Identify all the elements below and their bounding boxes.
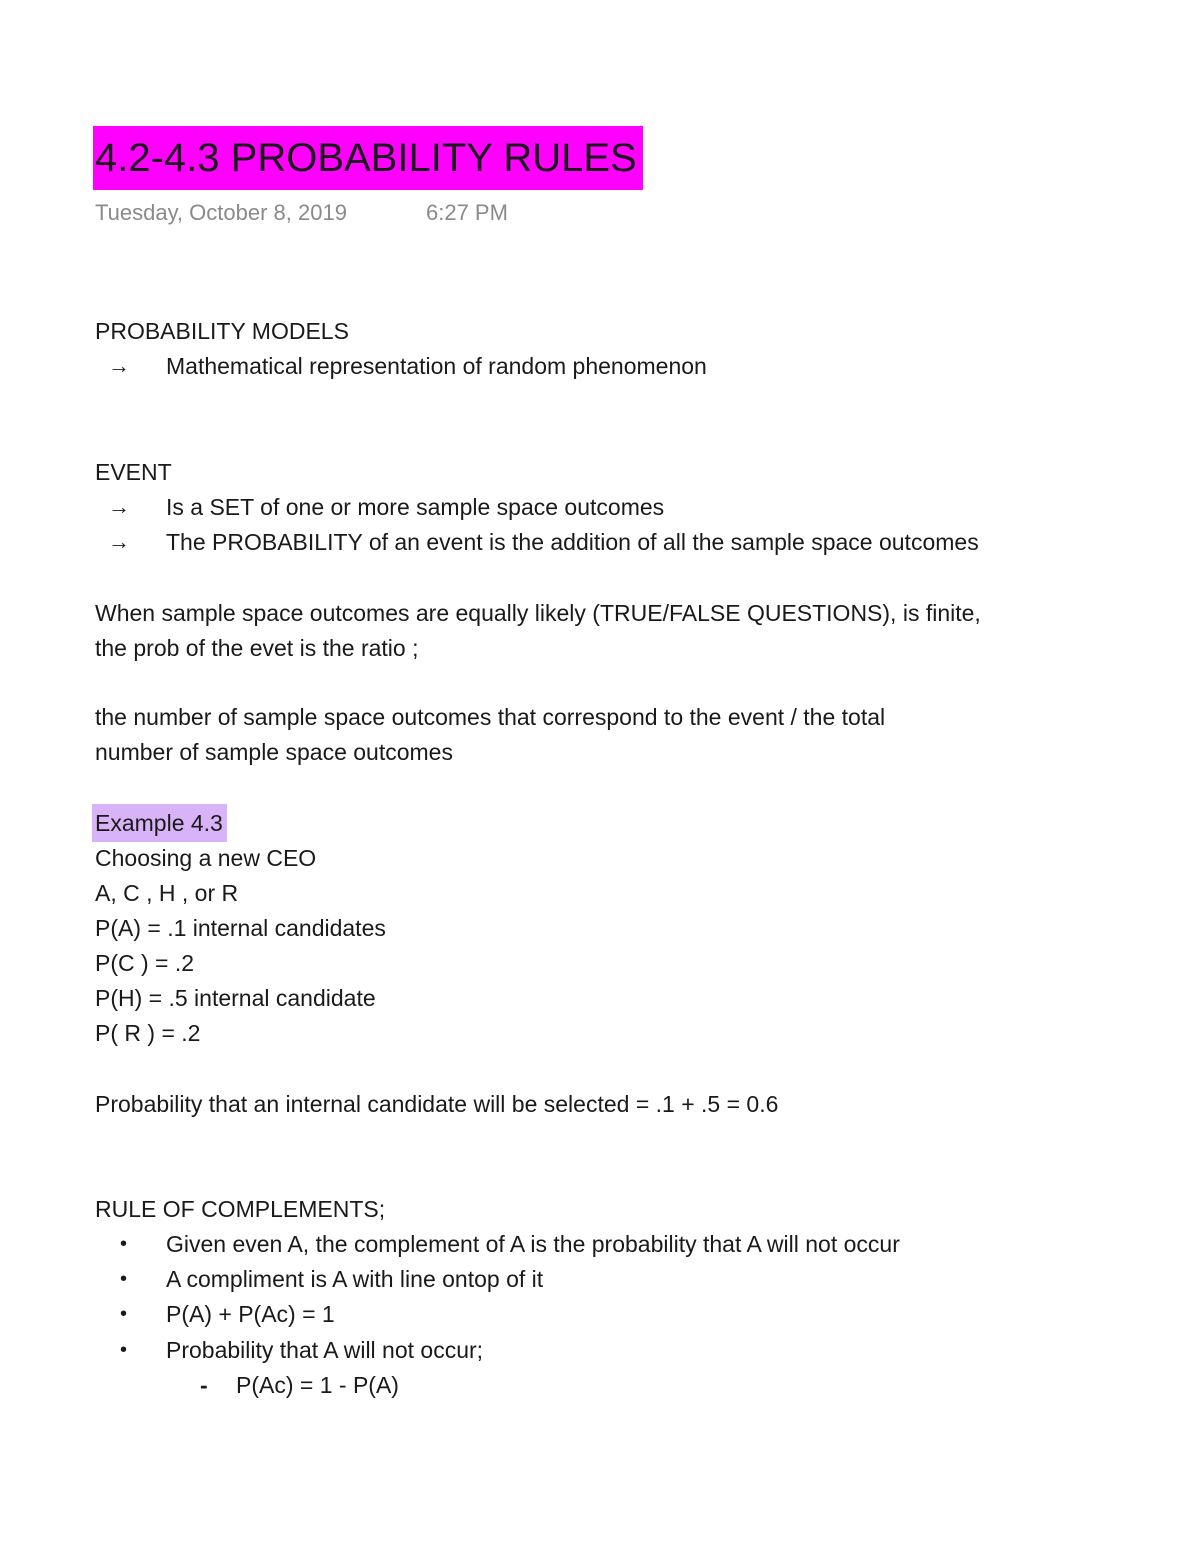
bullet-icon: • <box>120 1303 128 1325</box>
example-result: Probability that an internal candidate will be selected = .1 + .5 = 0.6 <box>95 1091 779 1117</box>
complements-sub-item: P(Ac) = 1 - P(A) <box>236 1372 399 1398</box>
dash-icon: - <box>200 1372 208 1398</box>
event-heading: EVENT <box>95 459 172 485</box>
bullet-icon: • <box>120 1339 128 1361</box>
bullet-icon: • <box>120 1233 128 1255</box>
example-line: P(H) = .5 internal candidate <box>95 985 376 1011</box>
bullet-icon: • <box>120 1268 128 1290</box>
complements-item: Given even A, the complement of A is the probability that A will not occur <box>166 1231 900 1257</box>
complements-item: Probability that A will not occur; <box>166 1337 484 1363</box>
example-line: P(C ) = .2 <box>95 950 195 976</box>
arrow-icon: → <box>108 529 130 554</box>
equally-likely-text: the prob of the evet is the ratio ; <box>95 635 419 661</box>
example-line: P(A) = .1 internal candidates <box>95 915 386 941</box>
example-line: P( R ) = .2 <box>95 1020 201 1046</box>
ratio-text: number of sample space outcomes <box>95 739 453 765</box>
note-time: 6:27 PM <box>426 200 508 225</box>
complements-item: P(A) + P(Ac) = 1 <box>166 1301 335 1327</box>
complements-item: A compliment is A with line ontop of it <box>166 1266 544 1292</box>
ratio-text: the number of sample space outcomes that correspond to the event / the total <box>95 704 886 730</box>
example-label: Example 4.3 <box>92 804 227 842</box>
example-line: Choosing a new CEO <box>95 845 317 871</box>
arrow-icon: → <box>108 353 130 378</box>
models-item: Mathematical representation of random phenomenon <box>166 353 707 379</box>
event-item: Is a SET of one or more sample space outcomes <box>166 494 665 520</box>
event-item: The PROBABILITY of an event is the addition of all the sample space outcomes <box>166 529 979 555</box>
example-line: A, C , H , or R <box>95 880 239 906</box>
note-date: Tuesday, October 8, 2019 <box>95 200 347 225</box>
models-heading: PROBABILITY MODELS <box>95 318 349 344</box>
complements-heading: RULE OF COMPLEMENTS; <box>95 1196 386 1222</box>
arrow-icon: → <box>108 494 130 519</box>
page-title: 4.2-4.3 PROBABILITY RULES <box>93 126 643 190</box>
equally-likely-text: When sample space outcomes are equally likely (TRUE/FALSE QUESTIONS), is finite, <box>95 600 981 626</box>
